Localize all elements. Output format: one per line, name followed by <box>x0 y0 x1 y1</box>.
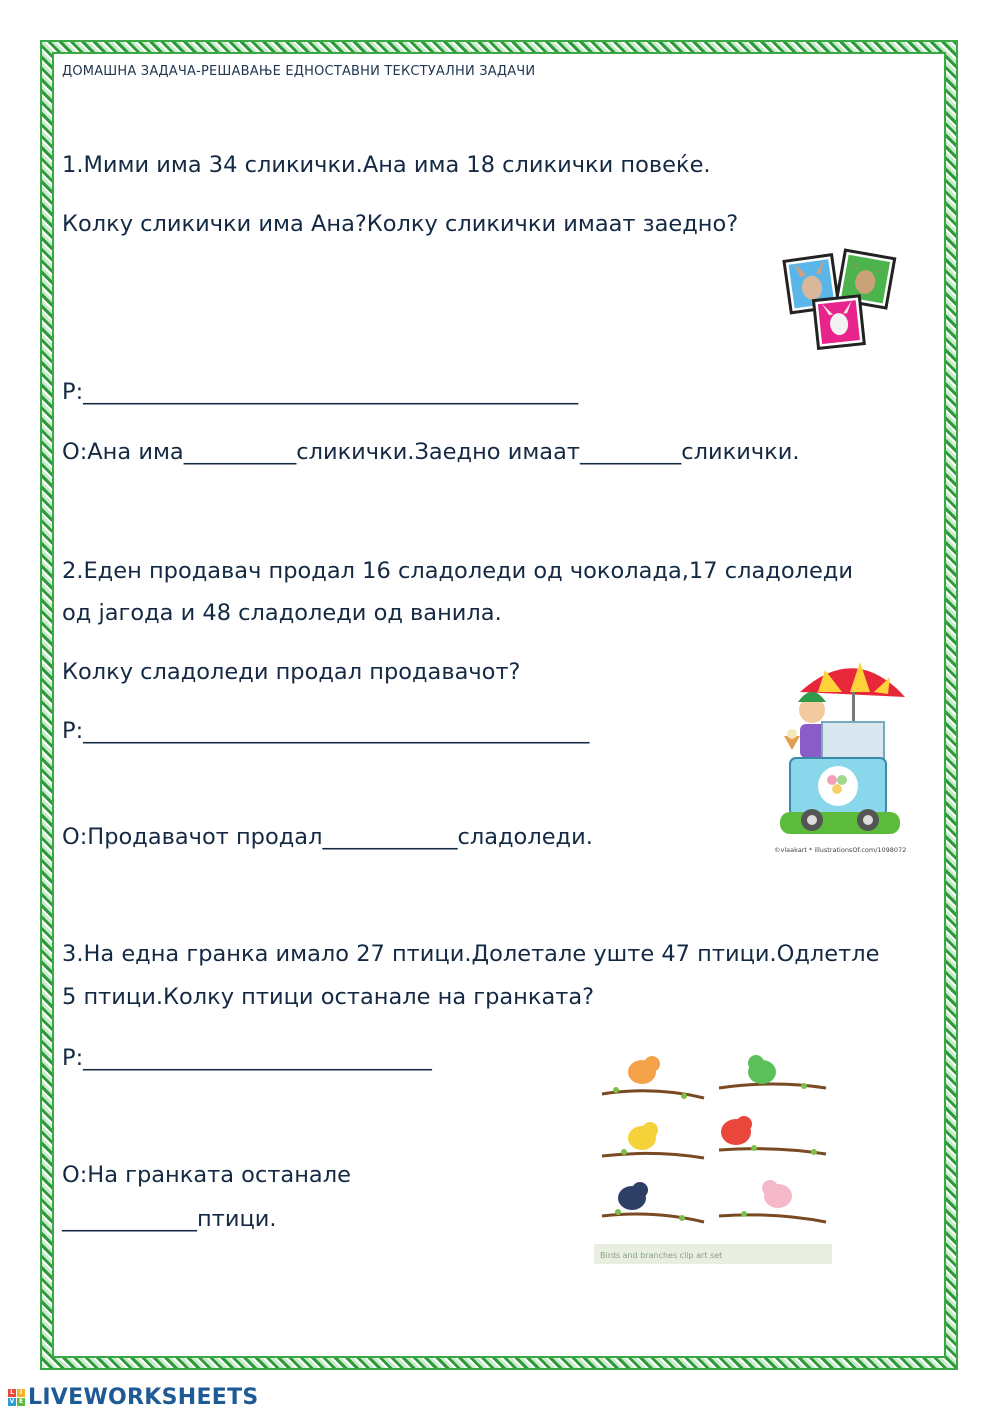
worksheet-title: ДОМАШНА ЗАДАЧА-РЕШАВАЊЕ ЕДНОСТАВНИ ТЕКСТУАЛНИ ЗАДАЧИ <box>62 64 536 79</box>
task2-line1: 2.Еден продавач продал 16 сладоледи од чоколада,17 сладоледи <box>62 558 853 584</box>
logo-text: LIVEWORKSHEETS <box>28 1384 259 1410</box>
task1-answer-line[interactable]: О:Ана има__________сликички.Заедно имаат_________сликички. <box>62 439 800 465</box>
task2-line3: Колку сладоледи продал продавачот? <box>62 659 521 685</box>
task1-solution-line[interactable]: Р:____________________________________________ <box>62 379 579 405</box>
task3-line1: 3.На една гранка имало 27 птици.Долетале уште 47 птици.Одлетле <box>62 941 880 967</box>
task3-answer-line1: О:На гранката останале <box>62 1162 351 1188</box>
task1-line1: 1.Мими има 34 сликички.Ана има 18 сликички повеќе. <box>62 152 711 178</box>
ice-cream-image-caption: ©vlaakart * illustrationsOf.com/1098072 <box>774 846 907 854</box>
task1-line2: Колку сликички има Ана?Колку сликички имаат заедно? <box>62 211 739 237</box>
birds-image-caption: Birds and branches clip art set <box>600 1251 723 1260</box>
liveworksheets-logo[interactable] <box>8 1384 259 1410</box>
task2-line2: од јагода и 48 сладоледи од ванила. <box>62 600 502 626</box>
task3-answer-line2[interactable]: ____________птици. <box>62 1206 277 1232</box>
logo-cubes-icon: L I V E <box>9 1388 24 1405</box>
stickers-image <box>780 248 898 350</box>
task2-solution-line[interactable]: Р:_____________________________________________ <box>62 718 590 744</box>
task2-answer-line[interactable]: О:Продавачот продал____________сладоледи. <box>62 824 593 850</box>
birds-on-branches-image <box>594 1046 832 1266</box>
task3-line2: 5 птици.Колку птици останале на гранката? <box>62 984 595 1010</box>
task3-solution-line[interactable]: Р:_______________________________ <box>62 1045 432 1071</box>
ice-cream-seller-image <box>770 652 910 857</box>
